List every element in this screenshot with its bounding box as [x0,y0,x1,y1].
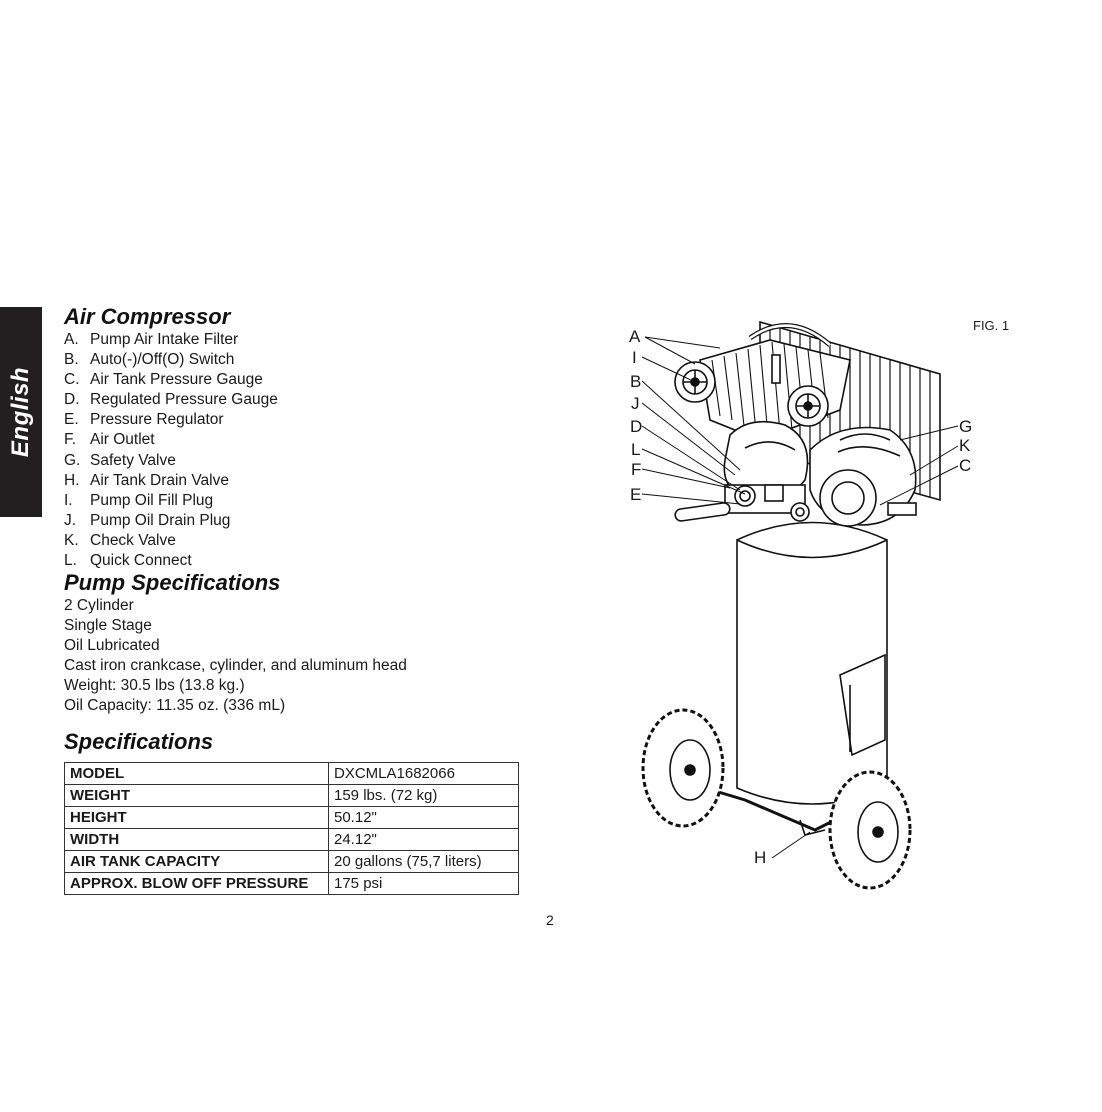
specifications-heading: Specifications [64,729,214,754]
list-item: L. Quick Connect [64,552,192,570]
pump-spec-line: Cast iron crankcase, cylinder, and aluminum head [64,657,407,675]
callout-e: E [630,485,642,504]
callout-h: H [754,848,767,867]
air-compressor-illustration [600,300,980,900]
list-item: E. Pressure Regulator [64,411,224,429]
list-item: D. Regulated Pressure Gauge [64,391,278,409]
parts-list [64,330,278,571]
intake-filter-right [788,386,828,426]
callout-i: I [632,348,637,367]
callout-b: B [630,372,642,391]
wheel-left [643,710,723,826]
pump-spec-line: Oil Lubricated [64,637,160,655]
list-item: B. Auto(-)/Off(O) Switch [64,351,235,369]
table-row: WIDTH 24.12" [65,829,519,851]
callout-c: C [959,456,972,475]
list-item: G. Safety Valve [64,451,176,469]
callout-f: F [631,460,642,479]
list-item: F. Air Outlet [64,431,155,449]
callout-a: A [629,327,641,346]
list-item: J. Pump Oil Drain Plug [64,511,231,529]
figure-label: FIG. 1 [973,318,1010,333]
table-row: WEIGHT 159 lbs. (72 kg) [65,785,519,807]
pump-spec-line: 2 Cylinder [64,597,134,614]
language-tab [0,307,42,517]
table-row: MODEL DXCMLA1682066 [65,763,519,785]
callout-l: L [631,440,641,459]
pump-spec-line: Oil Capacity: 11.35 oz. (336 mL) [64,697,286,715]
air-tank [737,523,887,805]
specifications-table [64,762,519,895]
list-item: C. Air Tank Pressure Gauge [64,371,263,389]
callout-j: J [631,394,640,413]
list-item: A. Pump Air Intake Filter [64,331,239,348]
list-item: I. Pump Oil Fill Plug [64,491,214,509]
air-compressor-heading: Air Compressor [64,304,231,329]
wheel-right [830,772,910,888]
table-row: AIR TANK CAPACITY 20 gallons (75,7 liters) [65,851,519,873]
table-row: APPROX. BLOW OFF PRESSURE 175 psi [65,873,519,895]
pump-spec-line: Weight: 30.5 lbs (13.8 kg.) [64,677,245,695]
list-item: H. Air Tank Drain Valve [64,471,229,489]
pump-specifications-heading: Pump Specifications [64,570,281,595]
language-label: English [7,366,34,458]
callout-k: K [959,436,971,455]
pump-spec-lines [64,596,407,717]
pump-spec-line: Single Stage [64,617,152,635]
page-number: 2 [546,912,554,928]
callout-g: G [959,417,973,436]
table-row: HEIGHT 50.12" [65,807,519,829]
list-item: K. Check Valve [64,531,176,549]
callout-d: D [630,417,643,436]
